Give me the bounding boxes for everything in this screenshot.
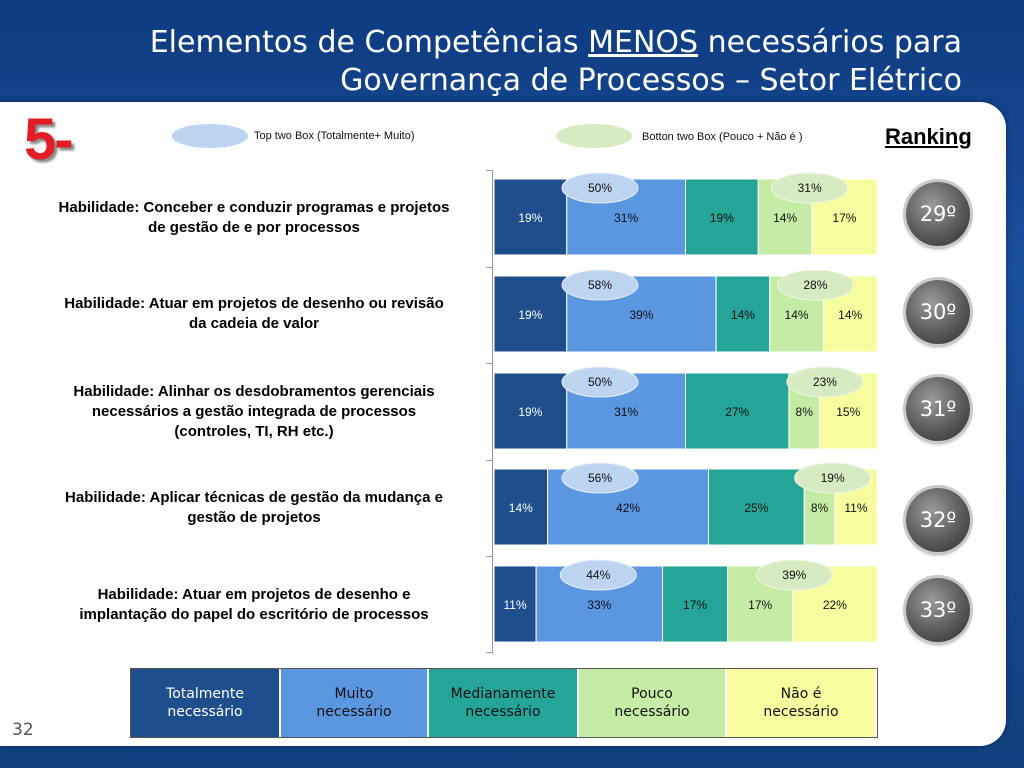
data-label: 8% <box>810 501 829 515</box>
category-label-line: gestão de projetos <box>187 509 321 526</box>
category-label-line: de gestão de e por processos <box>148 219 360 236</box>
legend-entry-line: necessário <box>167 704 243 720</box>
legend-entry-line: necessário <box>465 704 541 720</box>
bottom-two-label: 28% <box>803 278 828 292</box>
category-label-line: necessários a gestão integrada de processos <box>91 403 417 420</box>
data-label: 17% <box>683 598 708 612</box>
category-label-line: Habilidade: Conceber e conduzir programas e projetos <box>58 199 450 216</box>
legend-entry-line: Muito <box>334 686 374 702</box>
bottom-two-legend-label: Botton two Box (Pouco + Não é ) <box>642 131 803 143</box>
data-label: 31% <box>614 405 639 419</box>
data-label: 31% <box>614 211 639 225</box>
bottom-two-label: 19% <box>820 471 845 485</box>
data-label: 14% <box>730 308 755 322</box>
bottom-two-label: 31% <box>797 181 822 195</box>
category-label-line: Habilidade: Aplicar técnicas de gestão da mudança e <box>65 489 443 506</box>
legend-entry <box>429 669 579 737</box>
ranking-header: Ranking <box>885 124 972 149</box>
page-number: 32 <box>12 720 34 740</box>
category-label-line: Habilidade: Atuar em projetos de desenho ou revisão <box>64 295 444 312</box>
legend-entry <box>579 669 727 737</box>
data-label: 11% <box>503 598 527 612</box>
category-label-line: (controles, TI, RH etc.) <box>174 423 334 440</box>
legend-entry-line: necessário <box>614 704 690 720</box>
data-label: 19% <box>518 405 543 419</box>
data-label: 14% <box>508 501 533 515</box>
legend-entry-line: necessário <box>316 704 392 720</box>
data-label: 22% <box>822 598 847 612</box>
top-two-label: 56% <box>587 471 613 485</box>
data-label: 19% <box>518 211 543 225</box>
data-label: 8% <box>795 405 813 419</box>
bottom-two-label: 39% <box>782 568 807 582</box>
legend-entry <box>727 669 877 737</box>
rank-badge: 32º <box>906 488 970 552</box>
data-label: 17% <box>748 598 773 612</box>
top-two-label: 50% <box>587 181 613 195</box>
data-label: 11% <box>844 501 868 515</box>
category-label-line: implantação do papel do escritório de processos <box>79 606 429 623</box>
data-label: 19% <box>518 308 543 322</box>
rank-badge: 31º <box>906 377 970 441</box>
category-label-line: Habilidade: Alinhar os desdobramentos gerenciais <box>73 383 435 400</box>
legend-entry-line: Pouco <box>631 686 673 702</box>
legend-entry-line: Medianamente <box>450 686 556 702</box>
legend-entry-line: necessário <box>763 704 839 720</box>
data-label: 14% <box>784 308 809 322</box>
top-two-label: 58% <box>587 278 613 292</box>
top-two-label: 50% <box>587 375 613 389</box>
rank-badge: 29º <box>906 182 970 246</box>
category-label-line: da cadeia de valor <box>188 315 320 332</box>
section-number: 5- <box>24 107 72 172</box>
bottom-two-label: 23% <box>812 375 837 389</box>
slide-title: Elementos de Competências MENOS necessários para Governança de Processos – Setor Elétrico <box>149 25 962 98</box>
bottom-legend <box>130 668 878 738</box>
data-label: 19% <box>709 211 734 225</box>
data-label: 15% <box>836 405 861 419</box>
rank-badge: 30º <box>906 280 970 344</box>
data-label: 14% <box>838 308 863 322</box>
legend-entry-line: Totalmente <box>166 686 244 702</box>
category-label-line: Habilidade: Atuar em projetos de desenho e <box>97 586 411 603</box>
top-two-label: 44% <box>586 568 611 582</box>
legend-entry <box>281 669 429 737</box>
data-label: 14% <box>773 211 798 225</box>
rank-badge: 33º <box>906 578 970 642</box>
data-label: 39% <box>629 308 654 322</box>
data-label: 42% <box>616 501 641 515</box>
legend-entry <box>131 669 281 737</box>
top-two-legend-label: Top two Box (Totalmente+ Muito) <box>254 130 415 142</box>
data-label: 33% <box>587 598 612 612</box>
data-label: 27% <box>725 405 750 419</box>
legend-entry-line: Não é <box>780 686 822 702</box>
data-label: 25% <box>744 501 769 515</box>
data-label: 17% <box>832 211 857 225</box>
